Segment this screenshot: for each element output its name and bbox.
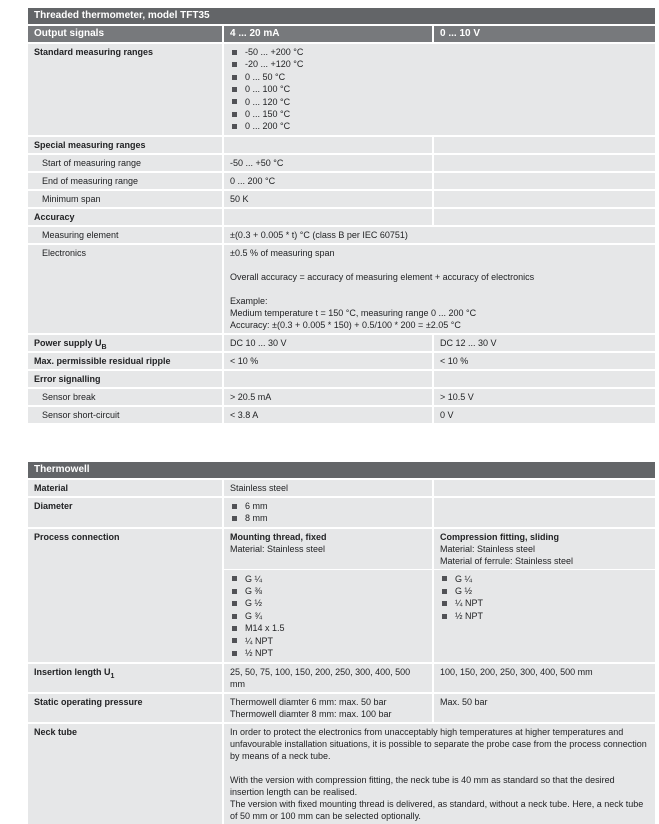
diameter-option: 6 mm bbox=[245, 500, 268, 511]
spec-value bbox=[224, 245, 655, 333]
text-line: ±0.5 % of measuring span bbox=[230, 247, 335, 258]
list-item bbox=[230, 96, 649, 108]
label-text: Power supply U bbox=[34, 337, 102, 348]
fitting-option: ½ NPT bbox=[455, 610, 484, 621]
text-line: Example: bbox=[230, 295, 268, 306]
spec-value: DC 10 ... 30 V bbox=[224, 335, 432, 351]
row-power-supply bbox=[28, 335, 655, 351]
row-special-measuring-ranges bbox=[28, 137, 655, 153]
row-error-signalling bbox=[28, 371, 655, 387]
bullet-square-icon bbox=[232, 638, 237, 643]
row-sensor-short-circuit bbox=[28, 407, 655, 423]
fitting-option: G ¼ bbox=[455, 573, 473, 584]
bullet-square-icon bbox=[442, 589, 447, 594]
list-item bbox=[230, 58, 649, 70]
subheader-divider bbox=[434, 569, 655, 570]
bullet-square-icon bbox=[232, 124, 237, 129]
row-minimum-span bbox=[28, 191, 655, 207]
text-line: Accuracy: ±(0.3 + 0.005 * 150) + 0.5/100 * 200 = ±2.05 °C bbox=[230, 319, 461, 330]
spec-label: Max. permissible residual ripple bbox=[28, 353, 222, 369]
spec-value: 0 V bbox=[434, 407, 655, 423]
fitting-option: ¼ NPT bbox=[455, 598, 484, 609]
text-paragraph: With the version with compression fitting, the neck tube is 40 mm as standard so that the desired insertion length can be realised. bbox=[230, 774, 615, 797]
bullet-square-icon bbox=[232, 626, 237, 631]
list-item bbox=[440, 610, 649, 622]
list-item bbox=[440, 573, 649, 585]
thread-option: ½ NPT bbox=[245, 648, 274, 659]
spec-label: Minimum span bbox=[28, 191, 222, 207]
text-line: Thermowell diamter 8 mm: max. 100 bar bbox=[230, 708, 392, 719]
bullet-square-icon bbox=[232, 651, 237, 656]
list-item bbox=[230, 108, 649, 120]
spec-label: Sensor break bbox=[28, 389, 222, 405]
spec-label: End of measuring range bbox=[28, 173, 222, 189]
row-measuring-element bbox=[28, 227, 655, 243]
spec-label: Start of measuring range bbox=[28, 155, 222, 171]
thread-option: G ⅜ bbox=[245, 586, 263, 597]
list-item bbox=[230, 622, 426, 634]
list-item bbox=[230, 635, 426, 647]
bullet-square-icon bbox=[232, 576, 237, 581]
spec-value: < 10 % bbox=[434, 353, 655, 369]
row-insertion-length bbox=[28, 664, 655, 692]
header-current-output: 4 ... 20 mA bbox=[224, 26, 432, 42]
diameter-option: 8 mm bbox=[245, 513, 268, 524]
spec-value: -50 ... +50 °C bbox=[224, 155, 432, 171]
list-item bbox=[230, 573, 426, 585]
spec-value-empty bbox=[434, 155, 655, 171]
bullet-square-icon bbox=[442, 614, 447, 619]
subheader-ferrule-material: Material of ferrule: Stainless steel bbox=[440, 555, 574, 566]
spec-label: Neck tube bbox=[28, 724, 222, 824]
range-option: -50 ... +200 °C bbox=[245, 47, 304, 57]
range-option: 0 ... 50 °C bbox=[245, 71, 286, 82]
spec-value: Max. 50 bar bbox=[434, 694, 655, 722]
row-material bbox=[28, 480, 655, 496]
column-subheader bbox=[230, 531, 426, 568]
label-text: Insertion length U bbox=[34, 666, 111, 677]
row-electronics bbox=[28, 245, 655, 333]
bullet-square-icon bbox=[232, 504, 237, 509]
spec-value-empty bbox=[224, 137, 432, 153]
subheader-title: Compression fitting, sliding bbox=[440, 531, 559, 542]
spec-value-empty bbox=[434, 173, 655, 189]
row-end-of-measuring-range bbox=[28, 173, 655, 189]
spec-label: Electronics bbox=[28, 245, 222, 333]
text-line: Overall accuracy = accuracy of measuring element + accuracy of electronics bbox=[230, 271, 535, 282]
bullet-square-icon bbox=[232, 601, 237, 606]
spec-value bbox=[224, 694, 432, 722]
text-paragraph: In order to protect the electronics from unacceptably high temperatures at higher temperatures and unfavourable installation situations, it is possible to separate the probe case from the process connection by means of a neck tube. bbox=[230, 726, 647, 761]
spec-value: > 20.5 mA bbox=[224, 389, 432, 405]
header-output-signals: Output signals bbox=[28, 26, 222, 42]
column-header-row bbox=[28, 26, 655, 42]
list-item bbox=[230, 597, 426, 609]
range-option: 0 ... 120 °C bbox=[245, 96, 291, 107]
row-sensor-break bbox=[28, 389, 655, 405]
table-title-thermowell: Thermowell bbox=[28, 462, 655, 478]
spec-value: 25, 50, 75, 100, 150, 200, 250, 300, 400, 500 mm bbox=[224, 664, 432, 692]
bullet-square-icon bbox=[232, 614, 237, 619]
bullet-square-icon bbox=[232, 589, 237, 594]
text-line bbox=[230, 283, 649, 295]
spec-value-empty bbox=[434, 191, 655, 207]
range-option: 0 ... 150 °C bbox=[245, 109, 291, 120]
fitting-list bbox=[440, 573, 649, 623]
row-standard-measuring-ranges bbox=[28, 44, 655, 135]
list-item bbox=[230, 71, 649, 83]
spec-value-empty bbox=[434, 209, 655, 225]
thread-list bbox=[230, 573, 426, 660]
spec-value: Stainless steel bbox=[224, 480, 432, 496]
range-option: 0 ... 100 °C bbox=[245, 84, 291, 95]
spec-value-empty bbox=[224, 209, 432, 225]
spec-value-empty bbox=[434, 371, 655, 387]
spec-value bbox=[224, 498, 432, 527]
row-process-connection bbox=[28, 529, 655, 662]
spec-label: Static operating pressure bbox=[28, 694, 222, 722]
spec-label: Special measuring ranges bbox=[28, 137, 222, 153]
text-line bbox=[230, 259, 649, 271]
diameter-list bbox=[230, 500, 426, 525]
mounting-thread-column bbox=[224, 529, 432, 662]
spec-value: < 3.8 A bbox=[224, 407, 432, 423]
thread-option: G ½ bbox=[245, 598, 263, 609]
range-option: 0 ... 200 °C bbox=[245, 121, 291, 132]
bullet-square-icon bbox=[232, 112, 237, 117]
subheader-material: Material: Stainless steel bbox=[440, 543, 536, 554]
list-item bbox=[230, 610, 426, 622]
spec-label: Accuracy bbox=[28, 209, 222, 225]
row-residual-ripple bbox=[28, 353, 655, 369]
list-item bbox=[230, 500, 426, 512]
row-start-of-measuring-range bbox=[28, 155, 655, 171]
list-item bbox=[230, 83, 649, 95]
list-item bbox=[230, 120, 649, 132]
spec-value: DC 12 ... 30 V bbox=[434, 335, 655, 351]
list-item bbox=[440, 585, 649, 597]
column-subheader bbox=[440, 531, 649, 568]
table-title-thermometer: Threaded thermometer, model TFT35 bbox=[28, 8, 655, 24]
thermowell-spec-table bbox=[28, 462, 655, 824]
thread-option: G ¼ bbox=[245, 573, 263, 584]
thread-option: M14 x 1.5 bbox=[245, 623, 285, 634]
spec-label bbox=[28, 664, 222, 692]
subheader-divider bbox=[224, 569, 432, 570]
thread-option: ¼ NPT bbox=[245, 635, 274, 646]
text-line bbox=[230, 762, 649, 774]
label-subscript: B bbox=[101, 343, 107, 351]
spec-value bbox=[224, 724, 655, 824]
spec-value-empty bbox=[434, 137, 655, 153]
bullet-square-icon bbox=[232, 62, 237, 67]
list-item bbox=[440, 597, 649, 609]
spec-label: Measuring element bbox=[28, 227, 222, 243]
list-item bbox=[230, 46, 649, 58]
text-line: Thermowell diamter 6 mm: max. 50 bar bbox=[230, 696, 387, 707]
spec-value-empty bbox=[224, 371, 432, 387]
bullet-square-icon bbox=[232, 99, 237, 104]
text-line: Medium temperature t = 150 °C, measuring range 0 ... 200 °C bbox=[230, 307, 477, 318]
spec-label: Diameter bbox=[28, 498, 222, 527]
list-item bbox=[230, 585, 426, 597]
spec-value-empty bbox=[434, 498, 655, 527]
list-item bbox=[230, 512, 426, 524]
spec-value-empty bbox=[434, 480, 655, 496]
range-list bbox=[230, 46, 649, 133]
spec-value bbox=[224, 44, 655, 135]
row-static-operating-pressure bbox=[28, 694, 655, 722]
row-neck-tube bbox=[28, 724, 655, 824]
row-diameter bbox=[28, 498, 655, 527]
bullet-square-icon bbox=[442, 601, 447, 606]
spec-value: > 10.5 V bbox=[434, 389, 655, 405]
bullet-square-icon bbox=[232, 516, 237, 521]
spec-value: 100, 150, 200, 250, 300, 400, 500 mm bbox=[434, 664, 655, 692]
range-option: -20 ... +120 °C bbox=[245, 59, 304, 70]
label-subscript: 1 bbox=[110, 672, 115, 680]
compression-fitting-column bbox=[434, 529, 655, 662]
spec-label: Sensor short-circuit bbox=[28, 407, 222, 423]
row-accuracy bbox=[28, 209, 655, 225]
datasheet-page bbox=[28, 8, 655, 824]
header-voltage-output: 0 ... 10 V bbox=[434, 26, 655, 42]
spec-label: Standard measuring ranges bbox=[28, 44, 222, 135]
spec-label: Material bbox=[28, 480, 222, 496]
subheader-material: Material: Stainless steel bbox=[230, 543, 326, 554]
spec-label: Error signalling bbox=[28, 371, 222, 387]
bullet-square-icon bbox=[232, 50, 237, 55]
spec-value: 0 ... 200 °C bbox=[224, 173, 432, 189]
spec-value: < 10 % bbox=[224, 353, 432, 369]
subheader-title: Mounting thread, fixed bbox=[230, 531, 327, 542]
thermometer-spec-table bbox=[28, 8, 655, 423]
list-item bbox=[230, 647, 426, 659]
bullet-square-icon bbox=[232, 75, 237, 80]
spec-label: Process connection bbox=[28, 529, 222, 662]
spec-value: 50 K bbox=[224, 191, 432, 207]
spec-value: ±(0.3 + 0.005 * t) °C (class B per IEC 60751) bbox=[224, 227, 655, 243]
bullet-square-icon bbox=[442, 576, 447, 581]
thread-option: G ¾ bbox=[245, 610, 263, 621]
fitting-option: G ½ bbox=[455, 586, 473, 597]
bullet-square-icon bbox=[232, 87, 237, 92]
text-paragraph: The version with fixed mounting thread is delivered, as standard, without a neck tube. Here, a neck tube of 50 mm or 100 mm can be selected optionally. bbox=[230, 798, 644, 821]
spec-label bbox=[28, 335, 222, 351]
